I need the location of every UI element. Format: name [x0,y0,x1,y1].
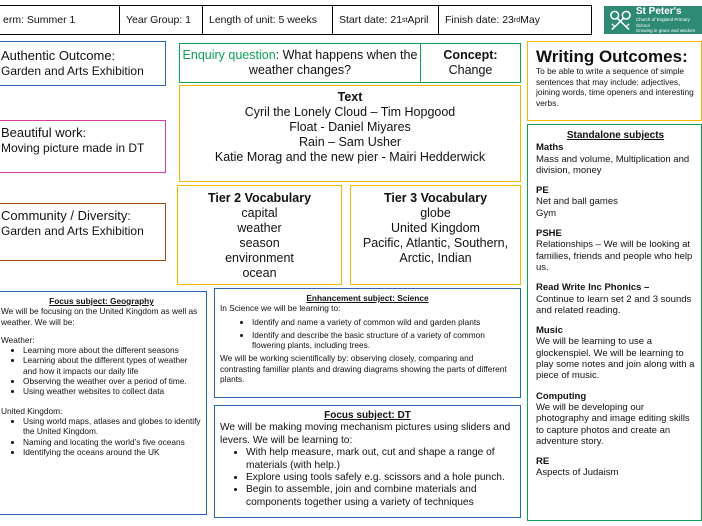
subject-name: PSHE [536,228,562,240]
uk-item: • Identifying the oceans around the UK [23,447,202,457]
tier2-word: season [239,236,280,250]
concept-value: Change [448,63,493,77]
dt-item: • Begin to assemble, join and combine materials and components together using a variety of techniques [246,484,515,509]
start-date-prefix: Start date: 21 [339,14,403,26]
concept-cell [421,44,520,82]
dt-item: • Explore using tools safely e.g. scissors and a hole punch. [246,472,515,484]
tier3-word: United Kingdom [391,221,480,235]
tier3-vocabulary-box [350,185,521,285]
text-item: Cyril the Lonely Cloud – Tim Hopgood [244,105,456,119]
uk-list [1,416,202,457]
subject-name: PE [536,185,549,197]
geography-box [0,291,207,515]
finish-date-suffix: May [520,14,540,26]
tier2-word: ocean [242,266,277,280]
subject-name: Music [536,325,563,337]
tier3-heading: Tier 3 Vocabulary [383,191,488,205]
science-intro: In Science we will be learning to: [220,303,341,314]
community-label: Community / Diversity [1,208,128,223]
finish-date-prefix: Finish date: 23 [445,14,514,26]
standalone-subjects-box [527,124,702,521]
subject-text: We will be developing our photography and image editing skills to capture photos and create an adventure story. [536,401,690,447]
tier3-word: Pacific, Atlantic, Southern, [362,236,509,250]
uk-item: • Naming and locating the world’s five oceans [23,437,202,447]
texts-heading: Text [337,90,363,104]
unit-header [0,5,592,35]
finish-date-sup: rd [513,16,521,24]
subject-name: Read Write Inc Phonics – [536,282,650,294]
subject-name: Computing [536,390,587,402]
weather-item: • Observing the weather over a period of time. [23,376,202,386]
start-date-cell [333,6,439,34]
length-cell: Length of unit: 5 weeks [203,6,333,34]
subject-text: Aspects of Judaism [536,467,619,479]
weather-label: Weather: [1,334,35,345]
subject-text: Continue to learn set 2 and 3 sounds and related reading. [536,293,692,316]
subject-text: We will be learning to use a glockenspiel. We will be learning to play some notes and join along with a piece of music. [536,336,695,382]
science-item: • Identify and name a variety of common wild and garden plants [252,317,515,327]
dt-heading: Focus subject: DT [324,410,411,421]
subject-text: Mass and volume, Multiplication and division, money [536,153,690,176]
start-date-suffix: April [407,14,429,26]
geography-intro: We will be focusing on the United Kingdom as well as weather. We will be: [1,306,198,327]
text-item: Float - Daniel Miyares [289,120,411,134]
tier2-word: environment [225,251,294,265]
subject-text: Net and ball games Gym [536,196,618,219]
science-outro: We will be working scientifically by: observing closely, comparing and contrasting familiar plants and drawing diagrams showing the parts of different plants. [220,353,507,385]
writing-text: To be able to write a sequence of simple sentences that may include: adjectives, joining words, time openers and interesting verbs. [536,66,694,108]
writing-heading: Writing Outcomes: [536,47,688,66]
tier3-word: Arctic, Indian [399,251,472,265]
subject-name: RE [536,456,550,468]
authentic-outcome-box: Authentic Outcome: Garden and Arts Exhibition [0,41,166,86]
tier2-vocabulary-box [177,185,342,285]
beautiful-work-box: Beautiful work: Moving picture made in DT [0,120,166,173]
dt-list [220,447,515,509]
text-item: Rain – Sam Usher [298,135,402,149]
logo-title: St Peter's [635,6,682,18]
standalone-heading: Standalone subjects [566,130,665,141]
uk-label: United Kingdom: [1,405,63,416]
science-heading: Enhancement subject: Science [306,293,429,303]
term-cell: erm: Summer 1 [0,6,120,34]
dt-box [214,405,521,518]
science-list [220,317,515,351]
enquiry-question [180,44,421,82]
geography-heading: Focus subject: Geography [49,296,154,306]
community-diversity-box: Community / Diversity: Garden and Arts Exhibition [0,203,166,261]
weather-item: • Learning more about the different seasons [23,345,202,355]
dt-item: • With help measure, mark out, cut and shape a range of materials (with help.) [246,447,515,472]
year-group-cell: Year Group: 1 [120,6,203,34]
logo-tagline: Growing in grace and wisdom [635,28,696,34]
science-box [214,288,521,398]
school-logo [604,6,702,34]
enquiry-box [179,43,521,83]
enquiry-label: Enquiry question [182,48,276,62]
community-text: Garden and Arts Exhibition [1,224,144,238]
science-item: • Identify and describe the basic structure of a variety of common flowering plants, including trees. [252,330,515,351]
tier2-word: weather [237,221,282,235]
tier2-word: capital [241,206,278,220]
beautiful-text: Moving picture made in DT [1,141,145,155]
texts-box [179,85,521,182]
weather-item: • Learning about the different types of weather and how it impacts our daily life [23,355,202,376]
beautiful-label: Beautiful work [1,125,83,140]
crossed-keys-icon [608,7,633,33]
subject-text: Relationships – We will be looking at families, friends and people who help us. [536,239,693,273]
uk-item: • Using world maps, atlases and globes to identify the United Kingdom. [23,416,202,437]
enquiry-text: : What happens when the weather changes? [248,48,418,77]
weather-list [1,345,202,396]
weather-item: • Using weather websites to collect data [23,386,202,396]
start-date-sup: st [402,16,408,24]
dt-intro: We will be making moving mechanism pictures using sliders and levers. We will be learning to: [220,422,511,446]
tier2-heading: Tier 2 Vocabulary [207,191,312,205]
writing-outcomes-box [527,41,702,121]
concept-label: Concept: [443,48,498,62]
text-item: Katie Morag and the new pier - Mairi Hedderwick [214,150,486,164]
authentic-label: Authentic Outcome [1,48,112,63]
tier3-word: globe [420,206,451,220]
finish-date-cell [439,6,591,34]
logo-subtitle: Church of England Primary School [635,17,690,28]
subject-name: Maths [536,142,564,154]
authentic-text: Garden and Arts Exhibition [1,64,144,78]
